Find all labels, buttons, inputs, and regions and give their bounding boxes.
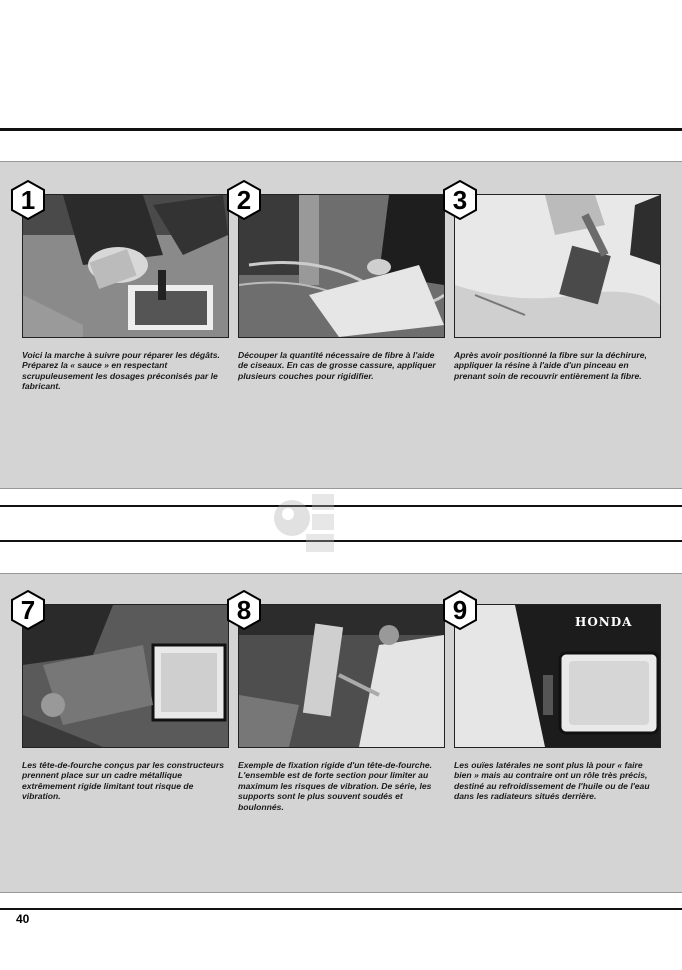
step-8-number-badge: [226, 590, 262, 630]
step-9-caption: Les ouïes latérales ne sont plus là pour « faire bien » mais au contraire ont un rôle très précis, destiné au refroidissement de l'huile ou de l'eau dans les radiateurs situés derrière.: [454, 760, 650, 802]
step-7-number-badge: [10, 590, 46, 630]
step-3-number-badge: [442, 180, 478, 220]
top-rule: [0, 128, 682, 131]
step-9-number: 9: [452, 595, 468, 625]
step-2-caption: Découper la quantité nécessaire de fibre à l'aide de ciseaux. En cas de grosse cassure, appliquer plusieurs couches pour rigidifier.: [238, 350, 436, 381]
step-2-number-badge: [226, 180, 262, 220]
step-2-photo: [238, 194, 445, 338]
step-8-photo: [238, 604, 445, 748]
step-3-number: 3: [452, 185, 468, 215]
honda-logo-text: HONDA: [575, 615, 633, 629]
step-1-caption: Voici la marche à suivre pour réparer les dégâts. Préparez la « sauce » en respectant scrupuleusement les dosages préconisés par le fabricant.: [22, 350, 220, 392]
step-2-number: 2: [236, 185, 252, 215]
middle-rule-lower: [0, 540, 682, 542]
step-7-photo: [22, 604, 229, 748]
watermark-logo: [270, 488, 340, 556]
step-7-number: 7: [20, 595, 36, 625]
step-8-caption: Exemple de fixation rigide d'un tête-de-fourche. L'ensemble est de forte section pour limiter au maximum les risques de vibration. De série, les supports sont le plus souvent soudés et boulonnés.: [238, 760, 432, 812]
step-3-caption: Après avoir positionné la fibre sur la déchirure, appliquer la résine à l'aide d'un pinceau en prenant soin de recouvrir entièrement la fibre.: [454, 350, 647, 381]
step-1-photo: [22, 194, 229, 338]
step-1-number: 1: [20, 185, 36, 215]
step-3-photo: [454, 194, 661, 338]
step-9-number-badge: [442, 590, 478, 630]
page-number: 40: [16, 912, 30, 926]
middle-rule-upper: [0, 505, 682, 507]
bottom-rule: [0, 908, 682, 910]
step-7-caption: Les tête-de-fourche conçus par les constructeurs prennent place sur un cadre métallique extrêmement rigide limitant tout risque de vibration.: [22, 760, 225, 802]
step-8-number: 8: [236, 595, 252, 625]
step-9-photo: [454, 604, 661, 748]
step-1-number-badge: [10, 180, 46, 220]
